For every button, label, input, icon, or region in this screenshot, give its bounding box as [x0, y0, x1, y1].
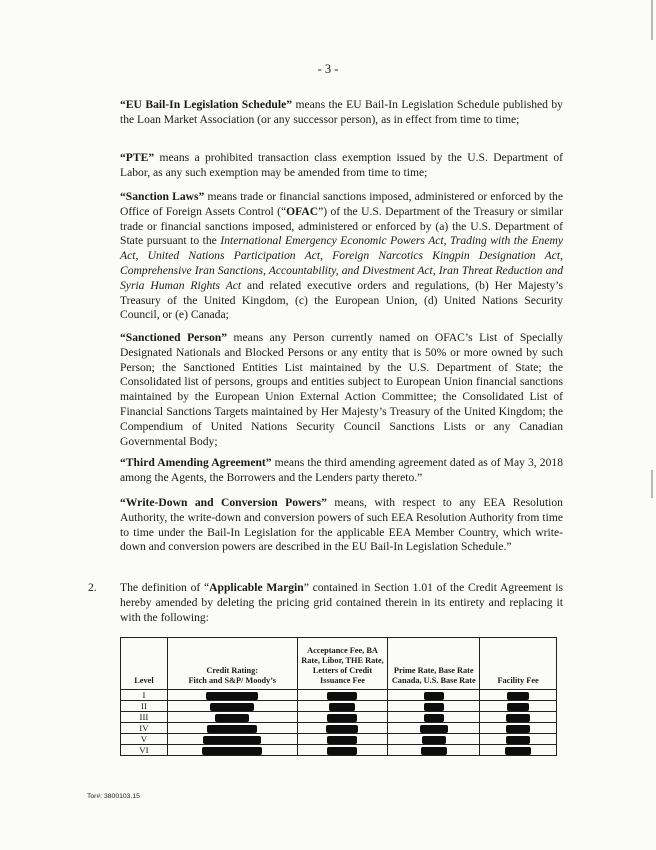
definition-text: means, with respect to any EEA Resolution Authority, the write-down and conversion powers of such EEA Resolution Authority from time to time under the Bail-In Legislation for the applicable EEA Member Country, which write-down and conversion powers are described in the EU Bail-In Legislation Schedule.”: [120, 496, 563, 554]
level-cell: II: [121, 701, 168, 712]
defined-term: “EU Bail-In Legislation Schedule”: [120, 98, 293, 111]
redacted-cell: [480, 701, 557, 712]
redacted-cell: [167, 745, 297, 756]
definition-text: means trade or financial sanctions imposed, administered or enforced by the Office of Foreign Assets Control (“: [120, 190, 563, 218]
definition-text: means the third amending agreement dated as of May 3, 2018 among the Agents, the Borrowers and the Lenders party thereto.”: [120, 456, 563, 484]
definition-pte: [120, 151, 563, 181]
redacted-cell: [297, 690, 388, 701]
redaction-bar: [507, 692, 529, 700]
section-number: 2.: [88, 581, 97, 594]
redacted-cell: [388, 745, 480, 756]
redacted-cell: [388, 701, 480, 712]
redaction-bar: [424, 692, 444, 700]
defined-term: “Third Amending Agreement”: [120, 456, 272, 469]
redacted-cell: [167, 690, 297, 701]
defined-term: “Sanctioned Person”: [120, 331, 227, 344]
table-row: [121, 723, 557, 734]
defined-term: “PTE”: [120, 151, 155, 164]
redaction-bar: [424, 714, 444, 722]
redacted-cell: [167, 734, 297, 745]
redaction-bar: [327, 714, 357, 722]
redaction-bar: [421, 747, 447, 755]
redaction-bar: [506, 714, 530, 722]
redaction-bar: [420, 725, 448, 733]
redacted-cell: [388, 734, 480, 745]
redacted-cell: [167, 701, 297, 712]
defined-term: “Write-Down and Conversion Powers”: [120, 496, 327, 509]
header-credit-rating-line1: Credit Rating:: [206, 666, 259, 675]
level-cell: V: [121, 734, 168, 745]
defined-term: Applicable Margin: [209, 581, 304, 594]
table-row: [121, 701, 557, 712]
scan-edge-mark: [651, 0, 653, 40]
header-credit-rating: [167, 638, 297, 690]
table-row: [121, 690, 557, 701]
redaction-bar: [206, 692, 258, 700]
header-facility-fee: Facility Fee: [480, 638, 557, 690]
header-prime-rate: Prime Rate, Base Rate Canada, U.S. Base Rate: [388, 638, 480, 690]
definition-text: and related executive orders and regulations, (b) Her Majesty’s Treasury of the United Kingdom, (c) the European Union, (d) United Nations Security Council, or (e) Canada;: [120, 278, 563, 322]
redaction-bar: [215, 714, 249, 722]
redacted-cell: [297, 701, 388, 712]
redacted-cell: [297, 712, 388, 723]
redaction-bar: [327, 692, 357, 700]
redacted-cell: [297, 723, 388, 734]
redacted-cell: [297, 745, 388, 756]
redacted-cell: [480, 690, 557, 701]
table-row: [121, 734, 557, 745]
definition-sanctioned-person: [120, 331, 563, 449]
header-credit-rating-line2: Fitch and S&P/ Moody’s: [188, 676, 276, 685]
pricing-grid: [120, 637, 557, 756]
redaction-bar: [207, 725, 257, 733]
redaction-bar: [422, 736, 446, 744]
redaction-bar: [210, 703, 254, 711]
level-cell: I: [121, 690, 168, 701]
definition-eu-bail-in: [120, 98, 563, 128]
section-2-paragraph: [120, 581, 563, 625]
section-text: ” contained in Section 1.01 of the Credit Agreement is hereby amended by deleting the pricing grid contained therein in its entirety and replacing it with the following:: [120, 581, 564, 624]
redacted-cell: [480, 712, 557, 723]
level-cell: VI: [121, 745, 168, 756]
definition-text: means a prohibited transaction class exemption issued by the U.S. Department of Labor, as any such exemption may be amended from time to time;: [120, 151, 563, 179]
redacted-cell: [297, 734, 388, 745]
redacted-cell: [167, 712, 297, 723]
definition-text: means any Person currently named on OFAC’s List of Specially Designated Nationals and Blocked Persons or any entity that is 50% or more owned by such Person; the Sanctioned Entities List maintained by the U.S. Department of State; the Consolidated list of persons, groups and entities subject to European Union financial sanctions maintained by the European Union External Action Committee; the Consolidated List of Financial Sanctions Targets maintained by Her Majesty’s Treasury of the United Kingdom; the Compendium of United Nations Security Council Sanctions Lists or any Canadian Governmental Body;: [120, 331, 563, 448]
redacted-cell: [388, 723, 480, 734]
redaction-bar: [506, 725, 530, 733]
page-number: - 3 -: [317, 62, 339, 76]
definition-text: ”) of the U.S. Department of the Treasury or similar trade or financial sanctions imposed, administered or enforced by (a) the U.S. Department of State pursuant to the: [120, 204, 563, 248]
redacted-cell: [480, 734, 557, 745]
redaction-bar: [507, 703, 529, 711]
level-cell: IV: [121, 723, 168, 734]
level-cell: III: [121, 712, 168, 723]
redaction-bar: [327, 747, 357, 755]
document-id-footer: Tor#: 3800103.15: [87, 793, 140, 800]
defined-term: “Sanction Laws”: [120, 190, 205, 203]
redaction-bar: [506, 736, 530, 744]
definition-text: means the EU Bail-In Legislation Schedule published by the Loan Market Association (or any successor person), as in effect from time to time;: [120, 98, 563, 126]
header-acceptance-fee: Acceptance Fee, BA Rate, Libor, THE Rate, Letters of Credit Issuance Fee: [297, 638, 388, 690]
table-row: [121, 745, 557, 756]
redaction-bar: [202, 747, 262, 755]
redaction-bar: [326, 725, 358, 733]
redaction-bar: [327, 736, 357, 744]
redacted-cell: [388, 712, 480, 723]
definition-third-amending-agreement: [120, 456, 563, 486]
scan-edge-mark: [651, 470, 653, 498]
header-level: Level: [121, 638, 168, 690]
redacted-cell: [167, 723, 297, 734]
defined-term-ofac: OFAC: [286, 204, 319, 218]
section-text: The definition of “: [120, 581, 210, 594]
statute-list: International Emergency Economic Powers Act, Trading with the Enemy Act, United Nations Participation Act, Foreign Narcotics Kingpin Designation Act, Comprehensive Iran Sanctions, Accountability, and Divestment Act, Iran Threat Reduction and Syria Human Rights Act: [120, 234, 563, 292]
redacted-cell: [388, 690, 480, 701]
redacted-cell: [480, 745, 557, 756]
redacted-cell: [480, 723, 557, 734]
redaction-bar: [203, 736, 261, 744]
redaction-bar: [424, 703, 444, 711]
table-row: [121, 712, 557, 723]
redaction-bar: [505, 747, 531, 755]
definition-sanction-laws: [120, 190, 563, 323]
redaction-bar: [329, 703, 355, 711]
pricing-grid-header-row: [121, 638, 557, 690]
definition-write-down-conversion: [120, 496, 563, 555]
